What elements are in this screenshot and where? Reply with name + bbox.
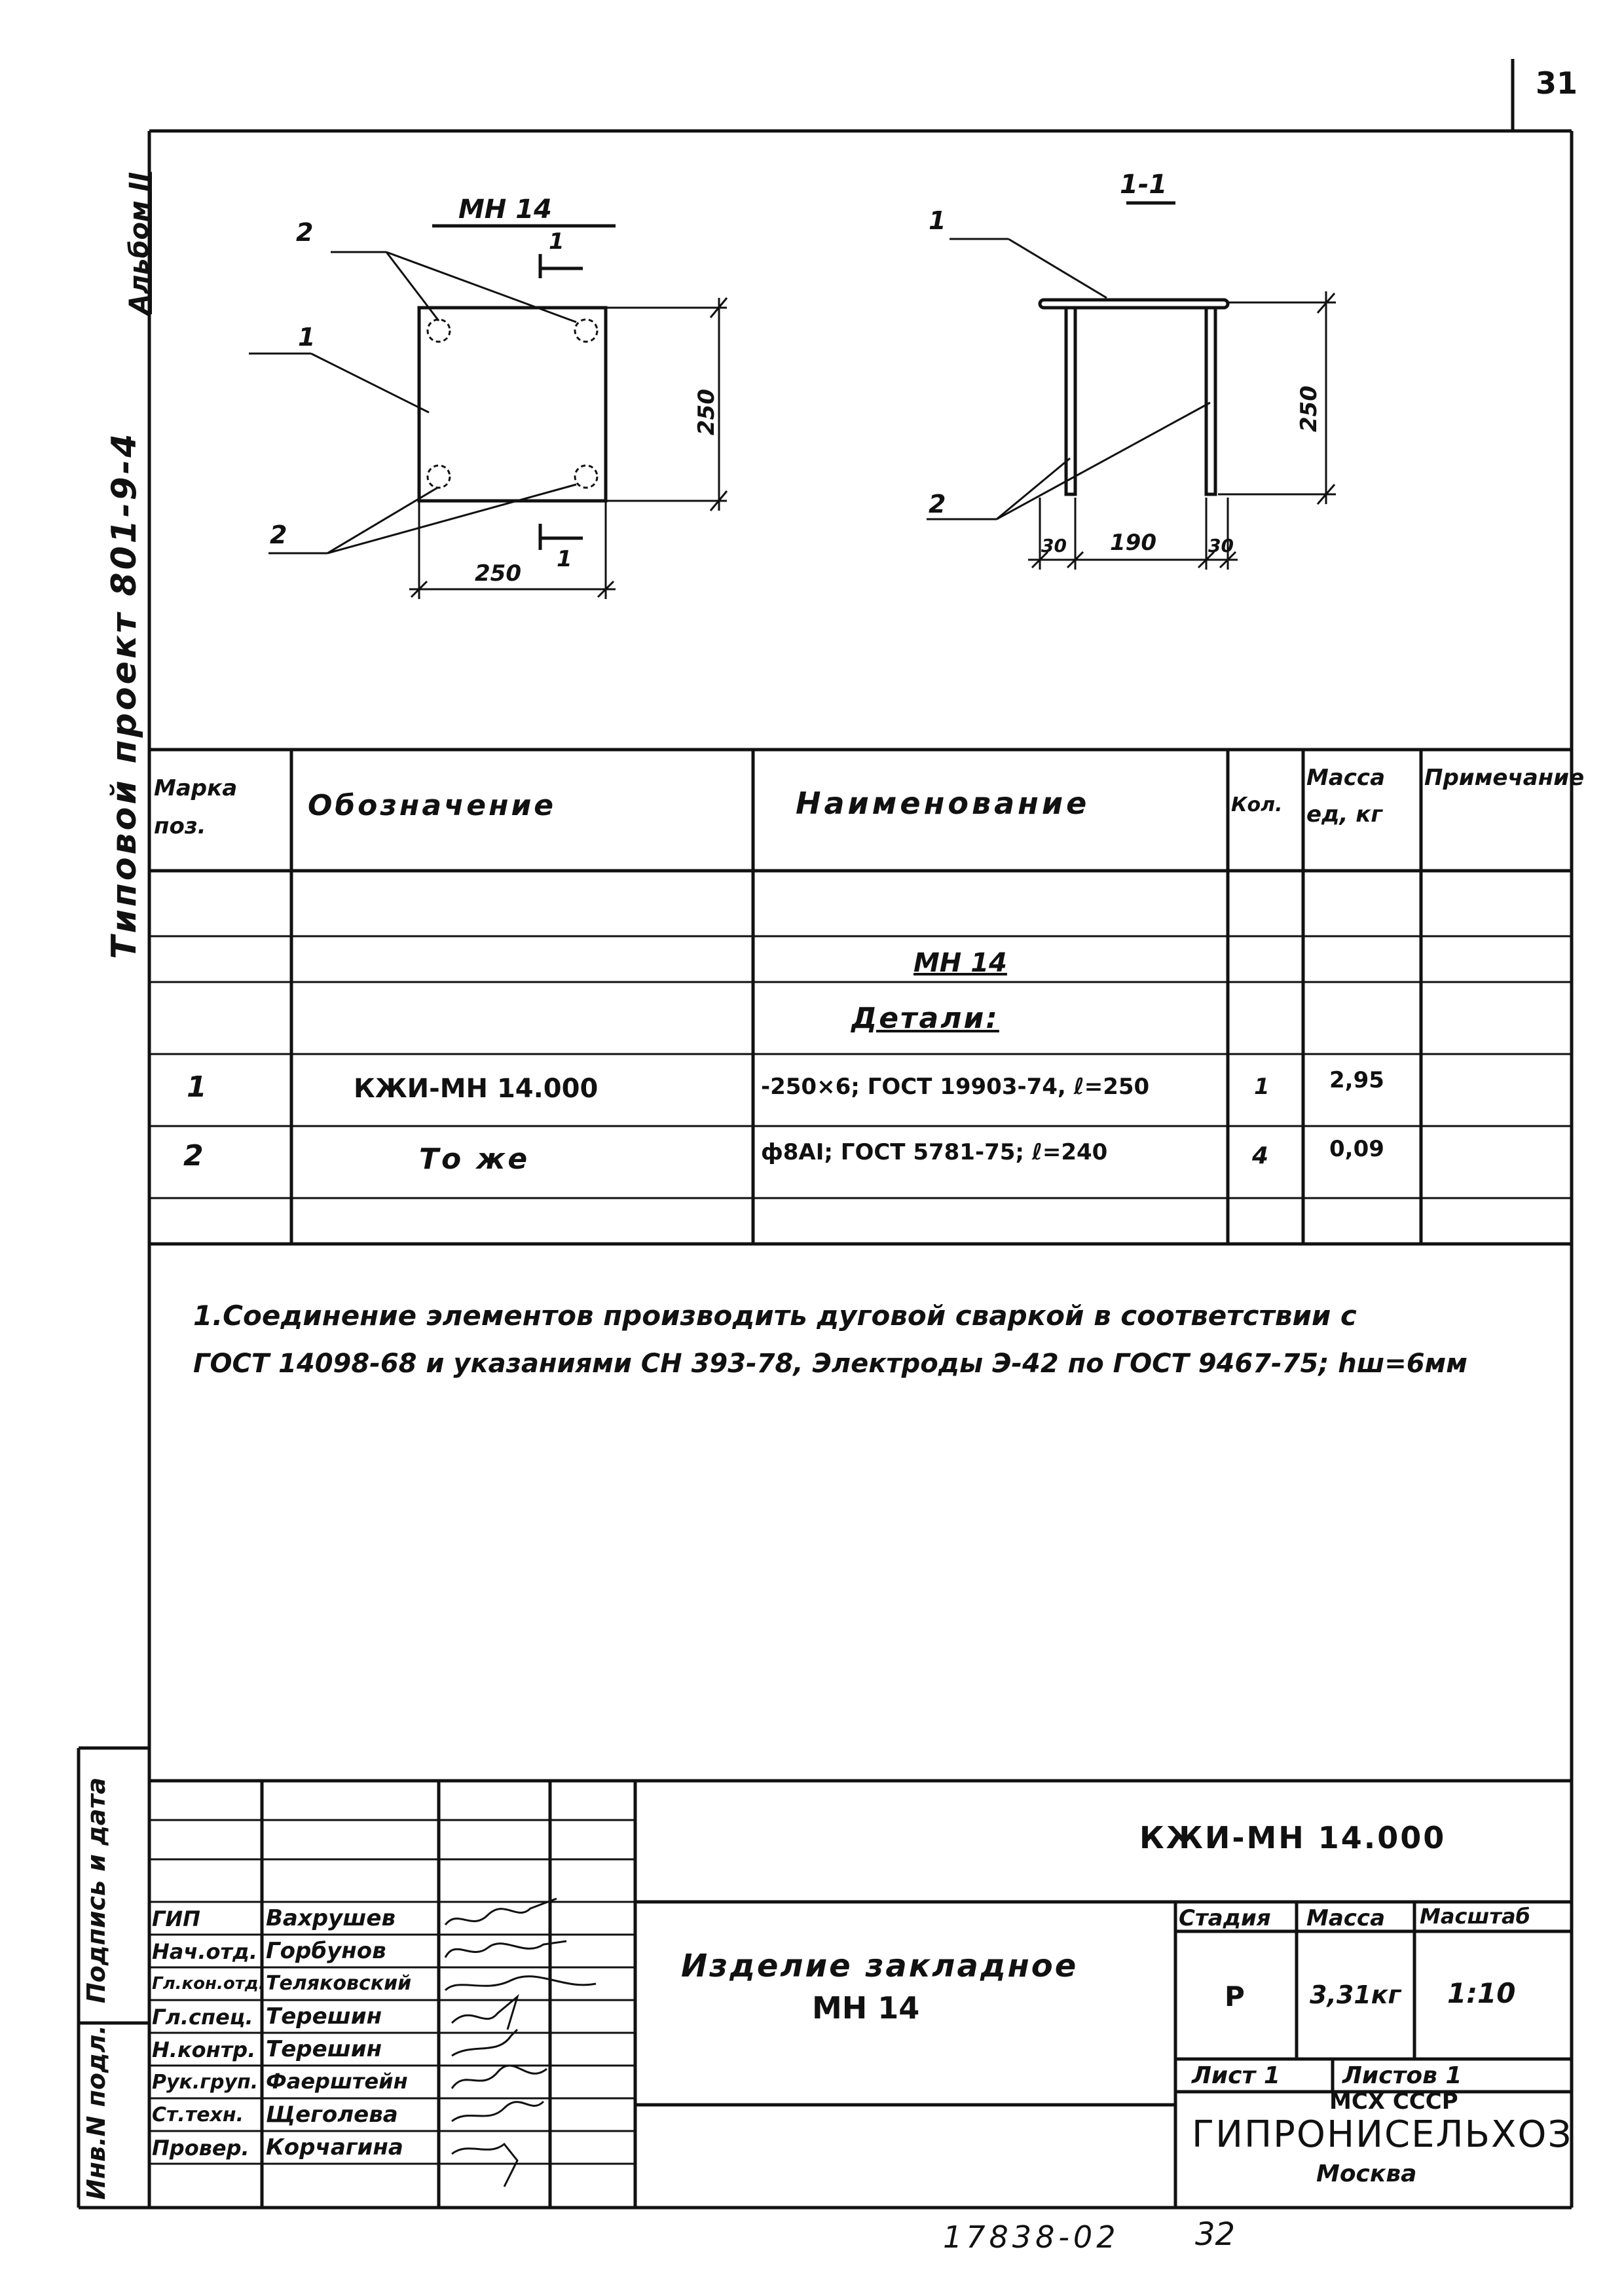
group-title: МН 14	[913, 948, 1007, 978]
album-label: Альбом II	[124, 172, 155, 314]
row2-designation: То же	[419, 1142, 530, 1176]
signature-7	[452, 2102, 544, 2121]
mass-value: 3,31кг	[1310, 1980, 1401, 2009]
staff-name: Фаерштейн	[266, 2069, 408, 2094]
plan-pos2-top: 2	[296, 218, 314, 247]
row1-name: -250×6; ГОСТ 19903-74, ℓ=250	[761, 1074, 1150, 1100]
signature-3	[445, 1977, 596, 1990]
header-note: Примечание	[1424, 765, 1585, 791]
signature-5	[452, 2030, 517, 2056]
staff-role: Нач.отд.	[152, 1939, 258, 1964]
sheets-label: Листов 1	[1342, 2062, 1462, 2089]
staff-name: Вахрушев	[266, 1905, 396, 1931]
header-name: Наименование	[796, 786, 1090, 821]
scale-label: Масштаб	[1420, 1904, 1530, 1929]
staff-name: Щеголева	[266, 2102, 398, 2128]
sheet-label: Лист 1	[1192, 2062, 1280, 2089]
product-line-2: МН 14	[812, 1990, 920, 2026]
row2-mass: 0,09	[1329, 1136, 1384, 1162]
archive-number: 17838-02	[943, 2219, 1120, 2255]
plan-dim-height: 250	[693, 389, 720, 435]
row2-mark: 2	[183, 1139, 204, 1173]
plan-pos1: 1	[298, 323, 316, 352]
project-label: Типовой проект 801-9-4	[105, 431, 144, 959]
scale-value: 1:10	[1447, 1977, 1516, 2009]
section-pos1: 1	[929, 206, 946, 235]
staff-name: Корчагина	[266, 2134, 403, 2160]
section-dim-30-left: 30	[1041, 535, 1067, 556]
row1-designation: КЖИ-МН 14.000	[354, 1074, 599, 1104]
row1-mark: 1	[187, 1070, 207, 1104]
note-line-2: ГОСТ 14098-68 и указаниями СН 393-78, Электроды Э-42 по ГОСТ 9467-75; hш=6мм	[193, 1349, 1467, 1379]
section-dim-height: 250	[1296, 386, 1322, 432]
stage-value: Р	[1225, 1980, 1245, 2013]
plan-pos2-bottom: 2	[270, 520, 287, 549]
inv-number-label: Инв.N подл.	[82, 2025, 111, 2200]
stage-label: Стадия	[1179, 1905, 1271, 1931]
header-qty: Кол.	[1231, 793, 1283, 816]
org-line-1: МСХ СССР	[1329, 2088, 1458, 2115]
row1-qty: 1	[1254, 1074, 1270, 1100]
mass-label: Масса	[1306, 1905, 1386, 1931]
org-line-2: ГИПРОНИСЕЛЬХОЗ	[1192, 2113, 1573, 2156]
header-mark: Марка поз.	[154, 775, 238, 839]
staff-name: Терешин	[266, 2036, 382, 2062]
org-line-3: Москва	[1316, 2160, 1417, 2187]
page-bottom-number: 32	[1195, 2216, 1236, 2253]
section-mark-top: 1	[549, 228, 564, 255]
plan-title: МН 14	[458, 194, 552, 225]
staff-role: Н.контр.	[152, 2037, 256, 2062]
staff-role: Гл.кон.отд.	[152, 1974, 265, 1994]
signature-1	[445, 1899, 557, 1925]
staff-role: Ст.техн.	[152, 2104, 244, 2126]
staff-role: ГИП	[152, 1906, 200, 1931]
section-pos2: 2	[929, 490, 946, 519]
header-mass: Масса ед, кг	[1306, 765, 1386, 828]
note-line-1: 1.Соединение элементов производить дуговой сваркой в соответствии с	[193, 1300, 1357, 1332]
section-mark-bottom: 1	[557, 546, 572, 572]
section-title: 1-1	[1120, 170, 1168, 200]
row2-name: ф8АI; ГОСТ 5781-75; ℓ=240	[761, 1139, 1108, 1165]
staff-name: Теляковский	[266, 1972, 412, 1995]
subgroup-title: Детали:	[851, 1002, 999, 1035]
staff-role: Рук.груп.	[152, 2071, 259, 2094]
doc-code: КЖИ-МН 14.000	[1139, 1820, 1447, 1855]
staff-name: Горбунов	[266, 1938, 386, 1964]
header-designation: Обозначение	[308, 789, 557, 822]
product-line-1: Изделие закладное	[681, 1948, 1079, 1984]
signature-date-label: Подпись и дата	[82, 1777, 111, 2003]
staff-role: Провер.	[152, 2136, 249, 2160]
staff-name: Терешин	[266, 2003, 382, 2030]
staff-role: Гл.спец.	[152, 2005, 253, 2030]
section-dim-30-right: 30	[1208, 535, 1234, 556]
signature-8	[452, 2144, 517, 2187]
row2-qty: 4	[1252, 1142, 1269, 1169]
signature-6	[452, 2066, 547, 2088]
section-dim-190: 190	[1110, 530, 1156, 556]
signature-4	[452, 1997, 517, 2030]
signature-2	[445, 1941, 566, 1958]
plan-dim-width: 250	[475, 560, 521, 587]
page-number: 31	[1536, 65, 1578, 101]
row1-mass: 2,95	[1329, 1067, 1384, 1093]
